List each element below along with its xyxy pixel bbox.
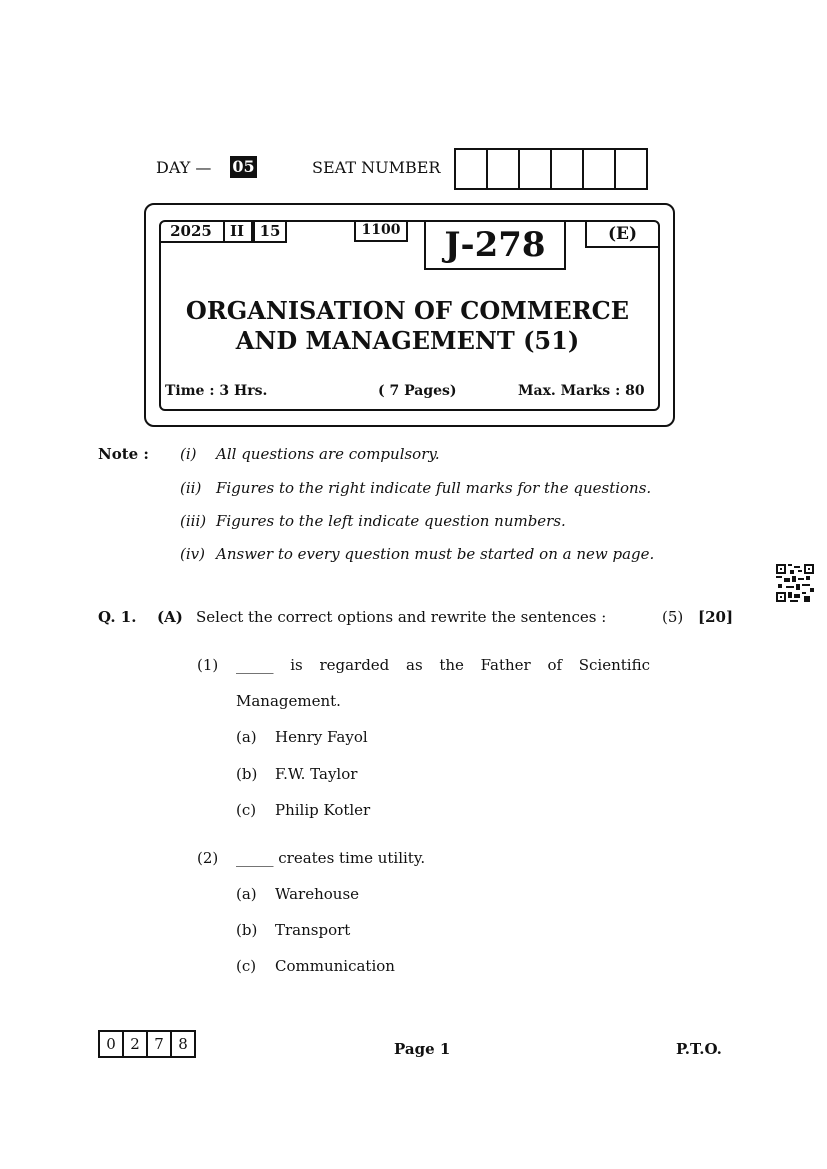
note-text: Answer to every question must be started on a new page. — [216, 545, 655, 563]
item-stem-line1: _____ creates time utility. — [236, 849, 426, 867]
note-number: (iv) — [180, 545, 205, 563]
medium-label: (E) — [585, 222, 658, 248]
page-code-digit: 8 — [178, 1035, 188, 1053]
option-text: Transport — [275, 921, 351, 939]
seat-digit-box[interactable] — [616, 150, 646, 188]
sub-question-marks: (5) — [662, 608, 684, 626]
paper-code: J-278 — [424, 220, 566, 270]
note-number: (i) — [180, 445, 197, 463]
seat-digit-box[interactable] — [552, 150, 584, 188]
day-label: DAY — — [156, 158, 212, 177]
question-part: (A) — [157, 608, 183, 626]
seat-digit-box[interactable] — [584, 150, 616, 188]
seat-digit-box[interactable] — [520, 150, 552, 188]
page-code-digit: 2 — [124, 1032, 148, 1056]
note-text: Figures to the right indicate full marks for the questions. — [216, 479, 652, 497]
question-number: Q. 1. — [98, 608, 137, 626]
time-allowed: Time : 3 Hrs. — [165, 383, 268, 399]
note-text: All questions are compulsory. — [216, 445, 440, 463]
seat-digit-box[interactable] — [488, 150, 520, 188]
page-count: ( 7 Pages) — [378, 383, 457, 399]
exam-time-code: 1100 — [354, 220, 408, 242]
page-code-digit: 0 — [100, 1032, 124, 1056]
max-marks: Max. Marks : 80 — [518, 383, 645, 399]
option-text: Philip Kotler — [275, 801, 371, 819]
item-stem-line2: Management. — [236, 692, 341, 710]
note-number: (ii) — [180, 479, 202, 497]
subject-title — [161, 296, 654, 356]
option-letter: (c) — [236, 801, 257, 819]
subject-title-line2: AND MANAGEMENT (51) — [235, 326, 580, 355]
option-text: F.W. Taylor — [275, 765, 358, 783]
qr-code-icon — [776, 564, 814, 602]
page-code-digit: 7 — [148, 1032, 172, 1056]
note-label: Note : — [98, 445, 149, 463]
page-number: Page 1 — [394, 1040, 451, 1058]
note-text: Figures to the left indicate question numbers. — [216, 512, 566, 530]
option-letter: (a) — [236, 885, 257, 903]
item-number: (1) — [197, 656, 219, 674]
subject-title-line1: ORGANISATION OF COMMERCE — [185, 296, 630, 325]
item-stem-line1: _____ is regarded as the Father of Scientific — [236, 656, 650, 674]
option-letter: (b) — [236, 921, 258, 939]
option-letter: (a) — [236, 728, 257, 746]
option-letter: (b) — [236, 765, 258, 783]
seat-digit-box[interactable] — [456, 150, 488, 188]
exam-year: 2025 — [159, 221, 225, 243]
exam-term: II — [223, 221, 253, 243]
question-marks: [20] — [698, 608, 734, 626]
option-letter: (c) — [236, 957, 257, 975]
question-instruction: Select the correct options and rewrite the sentences : — [196, 608, 607, 626]
exam-code-number: 15 — [253, 221, 287, 243]
option-text: Warehouse — [275, 885, 360, 903]
option-text: Henry Fayol — [275, 728, 368, 746]
item-number: (2) — [197, 849, 219, 867]
pto-label: P.T.O. — [676, 1040, 722, 1058]
seat-number-label: SEAT NUMBER — [312, 158, 441, 177]
page-code-boxes — [98, 1030, 196, 1058]
option-text: Communication — [275, 957, 395, 975]
seat-number-boxes[interactable] — [454, 148, 648, 190]
note-number: (iii) — [180, 512, 207, 530]
day-value: 05 — [230, 156, 257, 178]
